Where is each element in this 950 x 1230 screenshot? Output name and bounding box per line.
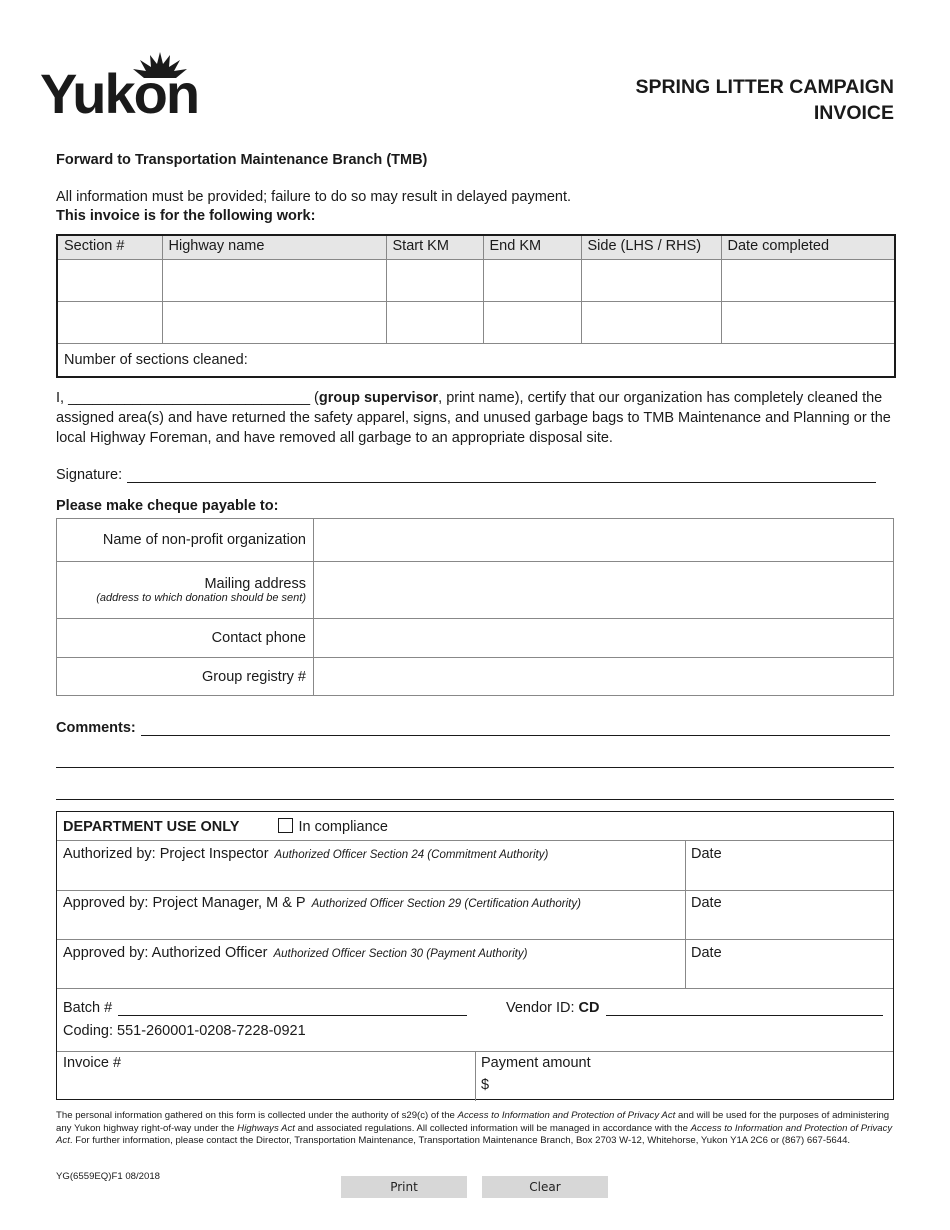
batch-line[interactable] bbox=[118, 1001, 467, 1016]
mailing-address-input[interactable] bbox=[314, 562, 894, 619]
form-number: YG(6559EQ)F1 08/2018 bbox=[56, 1171, 160, 1182]
vendor-label: Vendor ID: bbox=[506, 1000, 575, 1016]
payee-heading: Please make cheque payable to: bbox=[56, 498, 279, 514]
batch-row bbox=[63, 1000, 467, 1016]
payee-label-org: Name of non-profit organization bbox=[57, 519, 314, 562]
yukon-logo bbox=[40, 52, 210, 124]
auth-2-date[interactable]: Date bbox=[691, 895, 722, 911]
col-start-km: Start KM bbox=[386, 235, 483, 260]
auth-2-note: Authorized Officer Section 29 (Certification Authority) bbox=[311, 898, 581, 910]
cert-bold: group supervisor bbox=[318, 390, 439, 406]
clear-button[interactable]: Clear bbox=[482, 1176, 608, 1198]
compliance-label: In compliance bbox=[298, 819, 388, 835]
table-row bbox=[57, 519, 894, 562]
comments-line-2[interactable] bbox=[56, 767, 894, 768]
work-heading: This invoice is for the following work: bbox=[56, 208, 316, 224]
signature-line[interactable] bbox=[127, 468, 876, 483]
comments-line-3[interactable] bbox=[56, 799, 894, 800]
vendor-prefix: CD bbox=[578, 1000, 600, 1016]
payee-label-phone: Contact phone bbox=[57, 619, 314, 658]
start-km-input[interactable] bbox=[386, 260, 483, 302]
auth-1-label: Authorized by: Project Inspector bbox=[63, 846, 269, 862]
comments-row bbox=[56, 720, 890, 736]
title-line-1: SPRING LITTER CAMPAIGN bbox=[635, 76, 894, 98]
date-completed-input[interactable] bbox=[721, 302, 895, 344]
table-row bbox=[57, 302, 895, 344]
privacy-act1: Access to Information and Protection of Privacy Act bbox=[457, 1110, 676, 1121]
authorization-2 bbox=[63, 895, 581, 911]
cert-prefix: I, bbox=[56, 390, 65, 406]
privacy-p2: and will be used for the purposes of administering any Yukon highway right-of-way under the bbox=[56, 1110, 890, 1134]
group-registry-input[interactable] bbox=[314, 658, 894, 696]
start-km-input[interactable] bbox=[386, 302, 483, 344]
mailing-address-note: (address to which donation should be sent) bbox=[96, 592, 306, 604]
highway-input[interactable] bbox=[162, 260, 386, 302]
payee-label-address bbox=[57, 562, 314, 619]
privacy-p1: The personal information gathered on this form is collected under the authority of s29(c) of the bbox=[56, 1110, 458, 1121]
contact-phone-input[interactable] bbox=[314, 619, 894, 658]
table-row bbox=[57, 562, 894, 619]
side-input[interactable] bbox=[581, 260, 721, 302]
comments-label: Comments: bbox=[56, 720, 136, 736]
privacy-act3: Access to Information and Protection of Privacy Act bbox=[56, 1122, 893, 1147]
end-km-input[interactable] bbox=[483, 302, 581, 344]
end-km-input[interactable] bbox=[483, 260, 581, 302]
compliance-checkbox[interactable] bbox=[278, 818, 293, 833]
auth-1-note: Authorized Officer Section 24 (Commitment Authority) bbox=[274, 849, 549, 861]
department-heading: DEPARTMENT USE ONLY bbox=[63, 819, 240, 835]
work-table-header bbox=[57, 235, 895, 260]
authorization-1 bbox=[63, 846, 548, 862]
col-end-km: End KM bbox=[483, 235, 581, 260]
sections-cleaned-label: Number of sections cleaned: bbox=[64, 352, 248, 368]
supervisor-name-line[interactable]: ______________________________ bbox=[68, 390, 311, 406]
logo-text: Yukon bbox=[40, 62, 199, 125]
auth-3-note: Authorized Officer Section 30 (Payment Authority) bbox=[273, 948, 528, 960]
forward-to: Forward to Transportation Maintenance Branch (TMB) bbox=[56, 152, 428, 168]
cert-rest: , print name), certify that our organization has completely cleaned the assigned area(s) and have returned the safety apparel, signs, and unused garbage bags to TMB Maintenance and Planning or the local Highway Foreman, and have removed all garbage to an appropriate disposal site. bbox=[56, 390, 891, 446]
work-table bbox=[56, 234, 896, 378]
auth-1-date[interactable]: Date bbox=[691, 846, 722, 862]
col-date-completed: Date completed bbox=[721, 235, 895, 260]
title-line-2: INVOICE bbox=[813, 102, 894, 124]
signature-label: Signature: bbox=[56, 467, 123, 483]
table-row bbox=[57, 260, 895, 302]
print-button[interactable]: Print bbox=[341, 1176, 467, 1198]
auth-3-label: Approved by: Authorized Officer bbox=[63, 945, 268, 961]
batch-label: Batch # bbox=[63, 1000, 113, 1016]
auth-3-date[interactable]: Date bbox=[691, 945, 722, 961]
sections-cleaned-row bbox=[57, 344, 895, 378]
organization-input[interactable] bbox=[314, 519, 894, 562]
certification-text bbox=[56, 388, 896, 448]
col-side: Side (LHS / RHS) bbox=[581, 235, 721, 260]
department-use-box bbox=[56, 811, 894, 1100]
payment-amount-label[interactable]: Payment amount bbox=[481, 1055, 591, 1071]
date-completed-input[interactable] bbox=[721, 260, 895, 302]
vendor-line[interactable] bbox=[606, 1001, 884, 1016]
privacy-act2: Highways Act bbox=[237, 1122, 295, 1134]
notice-text: All information must be provided; failure to do so may result in delayed payment. bbox=[56, 189, 572, 205]
side-input[interactable] bbox=[581, 302, 721, 344]
section-input[interactable] bbox=[57, 260, 162, 302]
col-section: Section # bbox=[57, 235, 162, 260]
privacy-p3: and associated regulations. All collected information will be managed in accordance with the bbox=[294, 1122, 691, 1134]
currency-symbol: $ bbox=[481, 1077, 490, 1093]
privacy-notice bbox=[56, 1110, 894, 1148]
section-input[interactable] bbox=[57, 302, 162, 344]
payee-table bbox=[56, 518, 894, 696]
authorization-3 bbox=[63, 945, 527, 961]
highway-input[interactable] bbox=[162, 302, 386, 344]
coding-text: Coding: 551-260001-0208-7228-0921 bbox=[63, 1023, 306, 1039]
table-row bbox=[57, 658, 894, 696]
vendor-row bbox=[506, 1000, 883, 1016]
auth-2-label: Approved by: Project Manager, M & P bbox=[63, 895, 306, 911]
privacy-p4: . For further information, please contact the Director, Transportation Maintenance, Transportation Maintenance Branch, Box 2703 W-12, Whitehorse, Yukon Y1A 2C6 or (867) 667-5644. bbox=[69, 1135, 851, 1147]
sections-cleaned-field[interactable] bbox=[57, 344, 895, 378]
comments-line-1[interactable] bbox=[141, 721, 890, 736]
invoice-label[interactable]: Invoice # bbox=[63, 1055, 122, 1071]
department-header bbox=[63, 818, 388, 835]
cert-open-paren: ( bbox=[310, 390, 319, 406]
col-highway: Highway name bbox=[162, 235, 386, 260]
payee-label-registry: Group registry # bbox=[57, 658, 314, 696]
mailing-address-label: Mailing address bbox=[204, 576, 306, 592]
page-title bbox=[635, 74, 894, 126]
signature-row bbox=[56, 467, 876, 483]
table-row bbox=[57, 619, 894, 658]
